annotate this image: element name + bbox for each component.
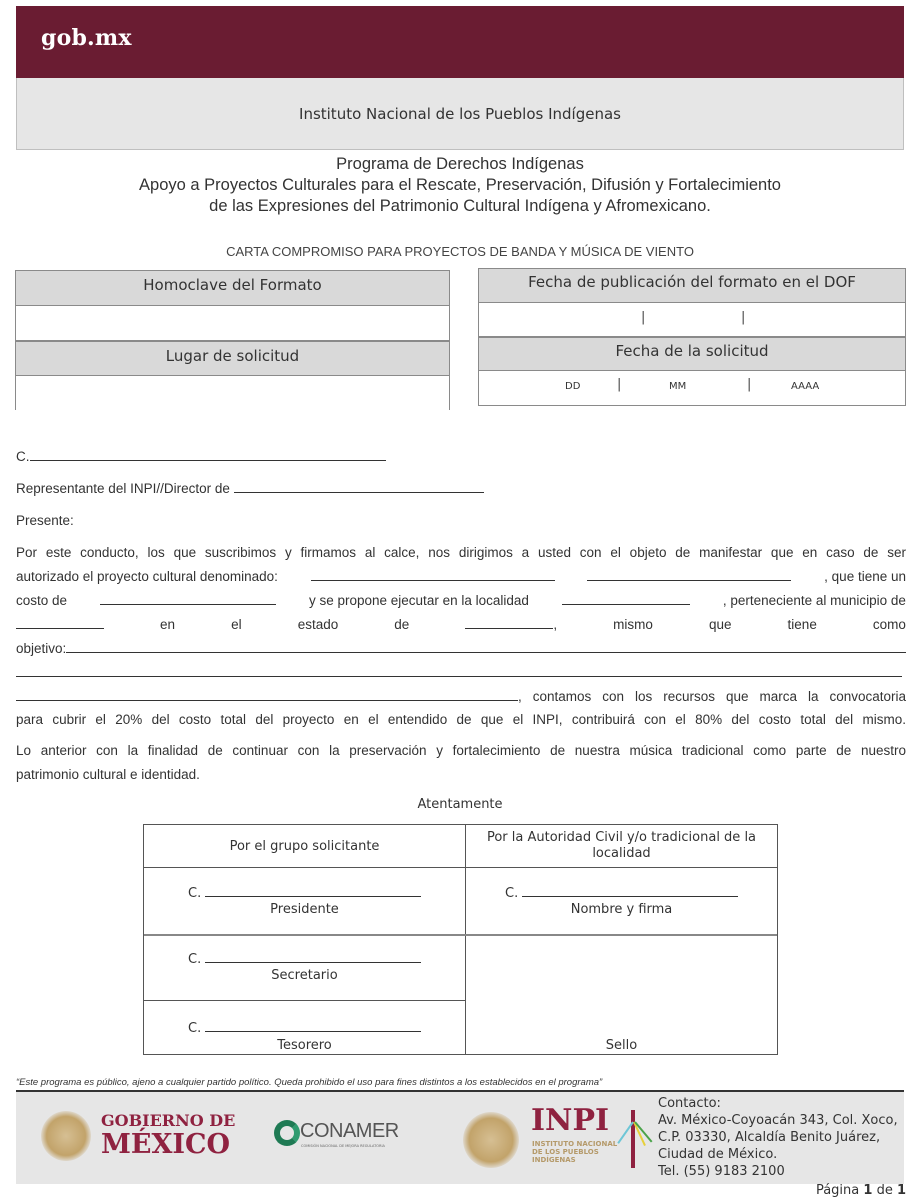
atentamente-label: Atentamente [417,797,503,812]
objective-field-2[interactable] [16,665,902,677]
date-separator-1: | [617,377,622,392]
word: en [160,617,176,632]
of-word: de [876,1183,893,1198]
closing-line-2: patrimonio cultural e identidad. [16,767,200,782]
director-of-field[interactable] [234,481,484,493]
authority-header-line-2: localidad [592,846,651,861]
gob-line-1: GOBIERNO DE [101,1111,236,1130]
comma: , [553,617,558,632]
footer-band [16,1092,904,1184]
national-seal-icon [41,1111,91,1161]
closing-line-1: Lo anterior con la finalidad de continuar con la preservación y fortalecimiento de nuestra música tradicional como parte de nuestro [16,743,906,758]
address-line-2: C.P. 03330, Alcaldía Benito Juárez, [658,1130,881,1145]
objective-field-3[interactable] [16,689,518,701]
program-line-3: de las Expresiones del Patrimonio Cultural Indígena y Afromexicano. [209,197,711,215]
authority-header [466,830,777,862]
inpi-wordmark: INPI [531,1103,610,1138]
conamer-logo [274,1118,414,1152]
homoclave-field[interactable] [16,306,449,341]
word: tiene [787,617,817,632]
dof-date-field[interactable] [479,303,905,337]
word: como [872,617,906,632]
locality-label: y se propone ejecutar en la localidad [308,593,529,608]
addressee-name-field[interactable] [30,449,386,461]
inpi-sub-1: INSTITUTO NACIONAL [532,1140,618,1148]
disclaimer: “Este programa es público, ajeno a cualquier partido político. Queda prohibido el uso para fines distintos a los establecidos en el programa” [16,1077,603,1088]
day-placeholder: DD [565,381,581,392]
project-name-field-2[interactable] [587,569,791,581]
word: mismo [613,617,653,632]
addressee-line [16,449,906,464]
request-date-field[interactable] [479,371,905,405]
word: que [708,617,732,632]
dates-box [478,268,906,406]
lugar-label: Lugar de solicitud [16,341,449,376]
representative-line [16,481,906,496]
page-word: Página [815,1183,860,1198]
cost-intro: , que tiene un [824,569,906,584]
president-signature [188,886,421,901]
c-prefix: C. [188,1021,202,1036]
resources-text: , contamos con los recursos que marca la convocatoria [518,689,906,704]
body-line-7 [16,689,906,704]
format-info-box [15,270,450,410]
municipality-field[interactable] [16,617,104,629]
representative-prefix: Representante del INPI//Director de [16,481,230,496]
secretary-signature [188,952,421,967]
current-page: 1 [863,1183,873,1198]
lugar-field[interactable] [16,376,449,411]
dof-separator-1: | [641,310,646,325]
conamer-ring-icon [274,1120,300,1146]
municipality-label: , perteneciente al municipio de [722,593,906,608]
contact-info [658,1095,898,1180]
treasurer-signature [188,1021,421,1036]
homoclave-label: Homoclave del Formato [16,271,449,306]
president-name-field[interactable] [205,887,421,897]
group-header: Por el grupo solicitante [229,839,380,854]
seal-label: Sello [605,1038,638,1053]
dof-date-label: Fecha de publicación del formato en el DOF [479,269,905,303]
program-title [0,154,920,217]
body-line-5 [16,641,906,656]
authority-signature [505,886,738,901]
word: estado [297,617,339,632]
body-line-4 [16,617,906,632]
addressee-prefix: C. [16,449,30,464]
gob-line-2: MÉXICO [101,1129,231,1160]
body-line-3 [16,593,906,608]
date-separator-2: | [747,377,752,392]
c-prefix: C. [505,886,519,901]
word: de [394,617,410,632]
contact-label: Contacto: [658,1096,721,1111]
body-line-1: Por este conducto, los que suscribimos y firmamos al calce, nos dirigimos a usted con el objeto de manifestar que en caso de ser [16,545,906,560]
authority-role: Nombre y firma [570,902,673,917]
page-indicator [816,1183,906,1198]
gob-mx-logo[interactable]: gob.mx [41,25,132,51]
word: el [231,617,242,632]
authority-header-line-1: Por la Autoridad Civil y/o tradicional de la [486,830,757,845]
body-line-2 [16,569,906,584]
authority-name-field[interactable] [522,887,738,897]
conamer-wordmark: CONAMER [300,1120,399,1142]
c-prefix: C. [188,886,202,901]
divider [144,1000,465,1001]
gobierno-de-mexico-logo [41,1109,241,1164]
request-date-label: Fecha de la solicitud [479,337,905,371]
secretary-role: Secretario [271,968,338,983]
state-field[interactable] [465,617,553,629]
body-line-6 [16,665,906,677]
project-name-label: autorizado el proyecto cultural denominado: [16,569,278,584]
treasurer-role: Tesorero [277,1038,332,1053]
ceremonial-staff-icon [631,1110,635,1168]
president-role: Presidente [270,902,339,917]
year-placeholder: AAAA [791,381,820,392]
divider [144,934,777,936]
form-title: CARTA COMPROMISO PARA PROYECTOS DE BANDA Y MÚSICA DE VIENTO [226,244,694,259]
cost-label: costo de [16,593,68,608]
program-line-2: Apoyo a Proyectos Culturales para el Rescate, Preservación, Difusión y Fortalecimiento [139,176,781,194]
inpi-subtitle [532,1140,617,1164]
c-prefix: C. [188,952,202,967]
month-placeholder: MM [669,381,687,392]
conamer-subtitle: COMISIÓN NACIONAL DE MEJORA REGULATORIA [301,1144,385,1148]
locality-field[interactable] [562,593,690,605]
treasurer-name-field[interactable] [205,1022,421,1032]
total-pages: 1 [896,1183,906,1198]
program-line-1: Programa de Derechos Indígenas [336,155,584,173]
dof-separator-2: | [741,310,746,325]
cost-field[interactable] [100,593,276,605]
project-name-field-1[interactable] [311,569,555,581]
address-line-1: Av. México-Coyoacán 343, Col. Xoco, [658,1113,898,1128]
national-seal-icon [463,1112,519,1168]
address-line-3: Ciudad de México. [658,1147,778,1162]
inpi-logo [461,1103,651,1170]
body-line-8: para cubrir el 20% del costo total del proyecto en el entendido de que el INPI, contribuirá con el 80% del costo total del mismo. [16,712,906,727]
institution-name: Instituto Nacional de los Pueblos Indígenas [299,105,621,123]
inpi-sub-3: INDÍGENAS [532,1156,576,1164]
objective-field-1[interactable] [66,641,906,653]
institution-band [16,78,904,150]
inpi-sub-2: DE LOS PUEBLOS [532,1148,599,1156]
gob-header-bar [16,6,904,78]
objective-label: objetivo: [16,641,67,656]
divider [144,867,777,868]
gobierno-wordmark [101,1113,235,1158]
secretary-name-field[interactable] [205,953,421,963]
phone-number: Tel. (55) 9183 2100 [658,1164,785,1179]
greeting: Presente: [16,513,74,528]
signature-table [143,824,778,1055]
